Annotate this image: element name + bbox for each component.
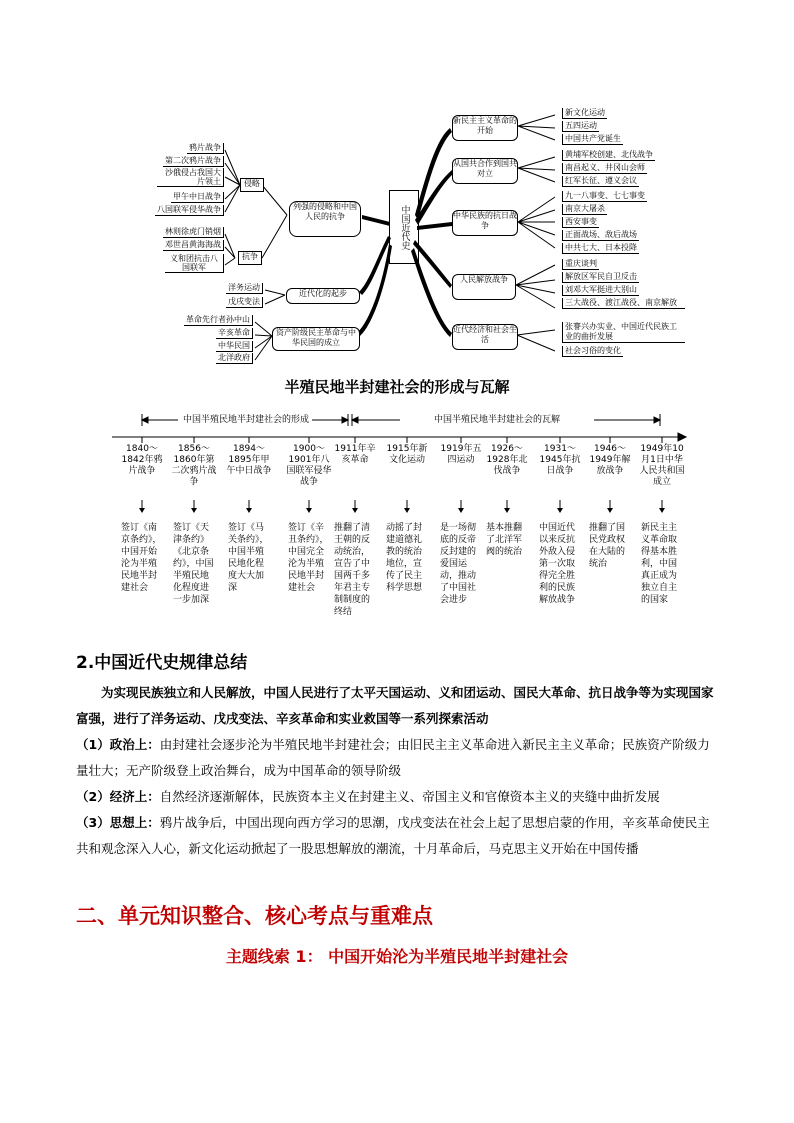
timeline-phase-right: 中国半殖民地半封建社会的瓦解 bbox=[433, 415, 560, 425]
timeline-event-label: 1946～1949年解放战争 bbox=[589, 444, 631, 476]
timeline-arrow-head bbox=[659, 508, 665, 513]
mindmap-leaf: 红军长征、遵义会议 bbox=[562, 176, 639, 187]
mindmap-leaf: 戊戌变法 bbox=[226, 297, 263, 308]
mindmap-leaf: 正面战场、敌后战场 bbox=[562, 230, 639, 241]
timeline-event-note: 签订《南京条约》，中国开始沦为半殖民地半封建社会 bbox=[121, 523, 162, 593]
section-heading: 2.中国近代史规律总结 bbox=[76, 653, 248, 673]
paragraph-label: （2）经济上： bbox=[76, 789, 160, 804]
timeline-arrow-head bbox=[504, 508, 510, 513]
timeline-event-label: 1931～1945年抗日战争 bbox=[539, 444, 581, 476]
timeline-event-note: 推翻了国民党政权在大陆的统治 bbox=[589, 523, 626, 569]
mindmap-leaf: 北洋政府 bbox=[216, 353, 253, 364]
mindmap-group-kmt-cpc: 从国共合作到国共对立 bbox=[452, 158, 518, 184]
mindmap-leaf: 甲午中日战争 bbox=[171, 192, 224, 203]
timeline-event-note: 动摇了封建道德礼教的统治地位，宣传了民主科学思想 bbox=[386, 523, 423, 593]
mindmap-leaf: 林则徐虎门销烟 bbox=[163, 227, 224, 238]
mindmap-sub-resistance: 抗争 bbox=[238, 251, 262, 265]
mindmap-leaf: 新文化运动 bbox=[562, 108, 607, 119]
timeline-arrow-head bbox=[246, 508, 252, 513]
mindmap-branches bbox=[0, 0, 794, 370]
mindmap-leaf: 九一八事变、七七事变 bbox=[562, 191, 647, 202]
timeline-arrow-head bbox=[557, 508, 563, 513]
timeline-arrow-head bbox=[458, 508, 464, 513]
timeline-event-note: 是一场彻底的反帝反封建的爱国运动，推动了中国社会进步 bbox=[440, 523, 477, 605]
mindmap-leaf: 五四运动 bbox=[562, 121, 599, 132]
timeline-event-label: 1915年新文化运动 bbox=[386, 444, 428, 465]
timeline-event-note: 中国近代以来反抗外敌入侵第一次取得完全胜利的民族解放战争 bbox=[539, 523, 576, 605]
timeline-event-note: 基本推翻了北洋军阀的统治 bbox=[486, 523, 523, 557]
timeline-event-note: 签订《马关条约》，中国半殖民地化程度大大加深 bbox=[228, 523, 269, 593]
paragraph-text: 由封建社会逐步沦为半殖民地半封建社会；由旧民主主义革命进入新民主主义革命；民族资产阶级力量壮大；无产阶级登上政治舞台，成为中国革命的领导阶级 bbox=[76, 737, 710, 778]
timeline-phase-left: 中国半殖民地半封建社会的形成 bbox=[182, 415, 309, 425]
timeline-arrow-head bbox=[352, 508, 358, 513]
mindmap-sub-invasion: 侵略 bbox=[240, 178, 264, 192]
mindmap-leaf: 中国共产党诞生 bbox=[562, 134, 623, 145]
paragraph-label: （3）思想上： bbox=[76, 815, 160, 830]
timeline-arrow-head bbox=[191, 508, 197, 513]
mindmap-group-new-democratic: 新民主主义革命的开始 bbox=[452, 115, 518, 141]
mindmap-leaf: 革命先行者孙中山 bbox=[184, 315, 253, 326]
theme-heading: 主题线索 1： 中国开始沦为半殖民地半封建社会 bbox=[225, 947, 569, 966]
mindmap-leaf: 黄埔军校创建、北伐战争 bbox=[562, 150, 655, 161]
paragraph-politics bbox=[76, 732, 722, 784]
mindmap-leaf: 洋务运动 bbox=[226, 283, 263, 294]
mindmap-center: 中国近代史 bbox=[389, 190, 419, 264]
timeline-event-label: 1926～1928年北伐战争 bbox=[486, 444, 528, 476]
timeline-event-note: 签订《天津条约》《北京条约》，中国半殖民地化程度进一步加深 bbox=[173, 523, 214, 605]
paragraph-economy bbox=[76, 784, 722, 810]
timeline-arrow-head bbox=[404, 508, 410, 513]
mindmap-leaf: 中华民国 bbox=[216, 341, 253, 352]
timeline-event-note: 推翻了清王朝的反动统治，宣告了中国两千多年君主专制制度的终结 bbox=[334, 523, 371, 617]
timeline-title: 半殖民地半封建社会的形成与瓦解 bbox=[284, 378, 510, 396]
mindmap-leaf: 西安事变 bbox=[562, 217, 599, 228]
timeline-event-label: 1856～1860年第二次鸦片战争 bbox=[171, 444, 217, 487]
timeline-event-note: 新民主主义革命取得基本胜利，中国真正成为独立自主的国家 bbox=[641, 523, 678, 605]
timeline-arrow-head bbox=[607, 508, 613, 513]
timeline-event-note: 签订《辛丑条约》，中国完全沦为半殖民地半封建社会 bbox=[288, 523, 329, 593]
timeline-event-label: 1900～1901年八国联军侵华战争 bbox=[286, 444, 332, 487]
mindmap-leaf: 解放区军民自卫反击 bbox=[562, 272, 639, 283]
mindmap-leaf: 义和团抗击八国联军 bbox=[165, 254, 224, 273]
timeline-event-label: 1919年五四运动 bbox=[440, 444, 482, 465]
mindmap-group-invasion-resistance: 列强的侵略和中国人民的抗争 bbox=[289, 201, 361, 237]
unit-heading: 二、单元知识整合、核心考点与重难点 bbox=[76, 904, 433, 928]
mindmap-leaf: 三大战役、渡江战役、南京解放 bbox=[562, 298, 685, 309]
mindmap-leaf: 南昌起义、井冈山会师 bbox=[562, 163, 647, 174]
mindmap-leaf: 刘邓大军挺进大别山 bbox=[562, 285, 639, 296]
mindmap-group-economy: 近代经济和社会生活 bbox=[452, 324, 518, 350]
timeline-arrow-head bbox=[139, 508, 145, 513]
mindmap-leaf: 鸦片战争 bbox=[187, 143, 224, 154]
mindmap-group-anti-japanese: 中华民族的抗日战争 bbox=[452, 210, 518, 236]
mindmap-leaf: 南京大屠杀 bbox=[562, 204, 607, 215]
mindmap-leaf: 沙俄侵占我国大片领土 bbox=[157, 168, 224, 187]
mindmap-leaf: 中共七大、日本投降 bbox=[562, 243, 639, 254]
mindmap-leaf: 重庆谈判 bbox=[562, 259, 599, 270]
mindmap-group-revolution: 资产阶级民主革命与中华民国的成立 bbox=[272, 327, 360, 351]
mindmap-leaf: 辛亥革命 bbox=[216, 328, 253, 339]
paragraph-text: 自然经济逐渐解体，民族资本主义在封建主义、帝国主义和官僚资本主义的夹缝中曲折发展 bbox=[159, 789, 660, 804]
mindmap-leaf: 社会习俗的变化 bbox=[562, 346, 623, 357]
timeline-event-label: 1840～1842年鸦片战争 bbox=[121, 444, 163, 476]
timeline-arrow-head bbox=[306, 508, 312, 513]
paragraph-thought bbox=[76, 810, 722, 862]
mindmap-leaf: 张謇兴办实业、中国近代民族工业的曲折发展 bbox=[562, 322, 685, 343]
mindmap-leaf: 八国联军侵华战争 bbox=[155, 205, 224, 216]
timeline-event-label: 1894～1895年甲午中日战争 bbox=[226, 444, 272, 476]
timeline-event-label: 1911年辛亥革命 bbox=[334, 444, 376, 465]
mindmap-group-liberation: 人民解放战争 bbox=[452, 274, 516, 300]
section-intro: 为实现民族独立和人民解放，中国人民进行了太平天国运动、义和团运动、国民大革命、抗日战争等为实现国家富强，进行了洋务运动、戊戌变法、辛亥革命和实业救国等一系列探索活动 bbox=[76, 685, 714, 726]
timeline-event-label: 1949年10月1日中华人民共和国成立 bbox=[639, 444, 685, 487]
paragraph-text: 鸦片战争后，中国出现向西方学习的思潮，戊戌变法在社会上起了思想启蒙的作用，辛亥革命使民主共和观念深入人心，新文化运动掀起了一股思想解放的潮流，十月革命后，马克思主义开始在中国传播 bbox=[76, 815, 710, 856]
paragraph-label: （1）政治上： bbox=[76, 737, 160, 752]
mindmap-leaf: 邓世昌黄海海战 bbox=[163, 240, 224, 251]
mindmap-group-modernization: 近代化的起步 bbox=[286, 288, 360, 304]
mindmap-leaf: 第二次鸦片战争 bbox=[163, 156, 224, 167]
